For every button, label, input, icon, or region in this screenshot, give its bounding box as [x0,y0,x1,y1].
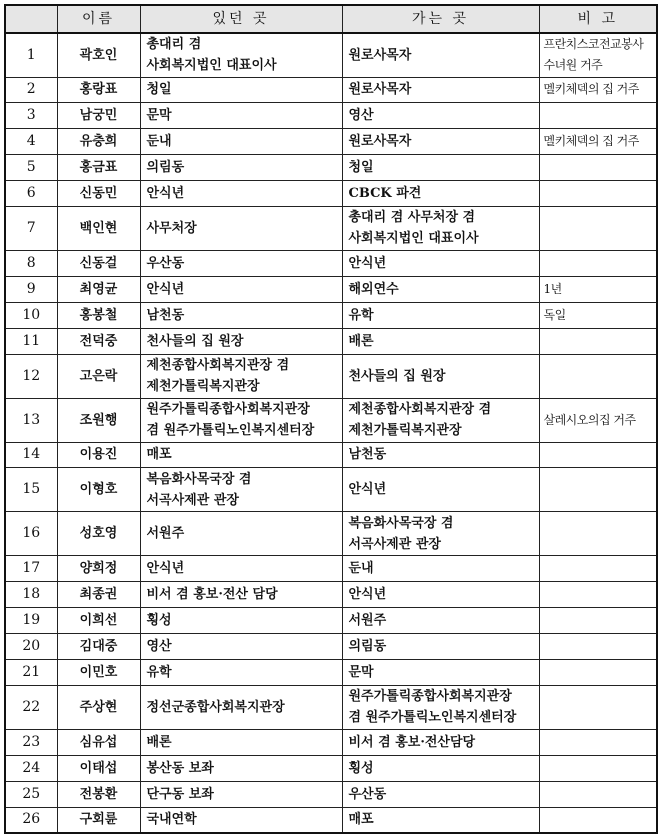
table-row [5,77,657,103]
previous-post-cell [140,398,342,442]
row-number: 23 [5,729,57,755]
new-post-cell [342,608,539,634]
priest-name: 이용진 [57,442,140,468]
priest-name: 전덕중 [57,328,140,354]
row-number: 17 [5,556,57,582]
table-row [5,781,657,807]
priest-name: 이태섭 [57,755,140,781]
previous-post-cell [140,250,342,276]
new-post-line: 배론 [348,333,374,349]
previous-post-cell [140,302,342,328]
previous-post-line: 원주가톨릭종합사회복지관장 [146,402,310,418]
remark-cell [539,398,657,442]
priest-name: 고은락 [57,354,140,398]
remark-line: 프란치스코전교봉사 [543,37,644,52]
remark-cell [539,206,657,250]
remark-cell [539,781,657,807]
priest-name: 성호영 [57,512,140,556]
new-post-cell [342,685,539,729]
new-post-line: 원주가톨릭종합사회복지관장 [348,689,512,705]
new-post-line: 안식년 [348,255,387,271]
remark-line: 수녀원 거주 [543,58,603,73]
row-number: 2 [5,77,57,103]
table-body [5,33,657,833]
priest-name: 홍봉철 [57,302,140,328]
new-post-line: 해외연수 [348,281,399,297]
priest-name: 조원행 [57,398,140,442]
row-number: 26 [5,807,57,833]
table-row [5,206,657,250]
remark-cell [539,659,657,685]
table-row [5,659,657,685]
previous-post-cell [140,181,342,207]
previous-post-line: 사회복지법인 대표이사 [146,58,277,74]
previous-post-line: 안식년 [146,561,185,577]
new-post-cell [342,442,539,468]
table-header [5,5,657,33]
new-post-line: 남천동 [348,447,387,463]
previous-post-line: 비서 겸 홍보·전산 담당 [146,587,278,603]
new-post-cell [342,512,539,556]
new-post-cell [342,155,539,181]
previous-post-line: 안식년 [146,186,185,201]
remark-cell [539,302,657,328]
previous-post-cell [140,33,342,77]
row-number: 3 [5,103,57,129]
previous-post-line: 국내연학 [146,812,197,828]
previous-post-line: 남천동 [146,307,185,323]
new-post-line: 의림동 [348,639,387,655]
previous-post-cell [140,77,342,103]
priest-name: 주상현 [57,685,140,729]
previous-post-cell [140,103,342,129]
remark-cell [539,512,657,556]
new-post-line: 매포 [348,812,374,828]
previous-post-cell [140,659,342,685]
new-post-cell [342,103,539,129]
previous-post-line: 복음화사목국장 겸 [146,471,252,487]
previous-post-line: 사무처장 [146,220,197,236]
new-post-cell [342,755,539,781]
new-post-cell [342,781,539,807]
previous-post-line: 우산동 [146,255,185,271]
previous-post-cell [140,276,342,302]
previous-post-line: 봉산동 보좌 [146,760,214,776]
priest-name: 신동걸 [57,250,140,276]
row-number: 1 [5,33,57,77]
previous-post-line: 문막 [146,108,172,124]
table-row [5,398,657,442]
table-row [5,155,657,181]
row-number: 13 [5,398,57,442]
row-number: 5 [5,155,57,181]
new-post-line: 둔내 [348,561,374,577]
previous-post-line: 안식년 [146,281,185,297]
table-row [5,442,657,468]
new-post-cell [342,556,539,582]
priest-name: 홍랑표 [57,77,140,103]
new-post-line: 안식년 [348,587,387,603]
previous-post-line: 영산 [146,639,172,655]
previous-post-cell [140,468,342,512]
priest-name: 곽호인 [57,33,140,77]
table-row [5,302,657,328]
assignment-table [4,4,658,834]
new-post-line: 원로사목자 [348,47,412,63]
priest-name: 남궁민 [57,103,140,129]
new-post-line: 제천가톨릭복지관장 [348,423,462,439]
table-row [5,328,657,354]
table-row [5,807,657,833]
previous-post-line: 제천가톨릭복지관장 [146,379,260,395]
previous-post-line: 의림동 [146,160,185,176]
priest-name: 양희정 [57,556,140,582]
previous-post-line: 서곡사제관 관장 [146,492,239,508]
previous-post-line: 정선군종합사회복지관장 [146,699,285,715]
remark-cell [539,276,657,302]
new-post-line: 우산동 [348,786,387,802]
row-number: 18 [5,582,57,608]
new-post-cell [342,129,539,155]
assignment-sheet [4,4,656,834]
new-post-line: 문막 [348,664,374,680]
new-post-cell [342,250,539,276]
previous-post-cell [140,442,342,468]
new-post-line: 복음화사목국장 겸 [348,515,454,531]
priest-name: 백인현 [57,206,140,250]
new-post-cell [342,659,539,685]
previous-post-line: 매포 [146,447,172,463]
remark-cell [539,250,657,276]
remark-cell [539,103,657,129]
remark-line: 독일 [543,307,566,322]
new-post-line: 횡성 [348,760,374,776]
previous-post-cell [140,634,342,660]
previous-post-cell [140,685,342,729]
header-from: 있던 곳 [140,5,342,33]
table-row [5,556,657,582]
new-post-line: 서곡사제관 관장 [348,536,441,552]
previous-post-cell [140,129,342,155]
row-number: 19 [5,608,57,634]
table-row [5,634,657,660]
table-row [5,33,657,77]
previous-post-cell [140,354,342,398]
row-number: 22 [5,685,57,729]
new-post-cell [342,302,539,328]
priest-name: 전봉환 [57,781,140,807]
remark-line: 1년 [543,281,562,296]
previous-post-cell [140,729,342,755]
previous-post-line: 총대리 겸 [146,37,202,53]
table-row [5,468,657,512]
remark-cell [539,685,657,729]
new-post-line: 안식년 [348,482,387,498]
remark-cell [539,634,657,660]
new-post-line: 제천종합사회복지관장 겸 [348,402,492,418]
new-post-cell [342,398,539,442]
header-name: 이름 [57,5,140,33]
previous-post-line: 청일 [146,82,172,98]
previous-post-cell [140,328,342,354]
new-post-line: 원로사목자 [348,134,412,150]
remark-cell [539,181,657,207]
remark-cell [539,328,657,354]
row-number: 24 [5,755,57,781]
table-row [5,512,657,556]
row-number: 6 [5,181,57,207]
priest-name: 구회륜 [57,807,140,833]
new-post-line: 청일 [348,160,374,176]
priest-name: 최종권 [57,582,140,608]
priest-name: 유충희 [57,129,140,155]
priest-name: 홍금표 [57,155,140,181]
header-note: 비 고 [539,5,657,33]
previous-post-line: 천사들의 집 원장 [146,333,244,349]
previous-post-line: 유학 [146,664,172,680]
previous-post-cell [140,556,342,582]
table-row [5,129,657,155]
remark-cell [539,556,657,582]
table-row [5,103,657,129]
new-post-cell [342,33,539,77]
previous-post-line: 서원주 [146,526,185,542]
table-row [5,685,657,729]
priest-name: 이민호 [57,659,140,685]
row-number: 4 [5,129,57,155]
remark-cell [539,129,657,155]
row-number: 14 [5,442,57,468]
remark-cell [539,77,657,103]
new-post-line: 천사들의 집 원장 [348,368,446,384]
new-post-cell [342,807,539,833]
previous-post-cell [140,755,342,781]
new-post-line: 총대리 겸 사무처장 겸 [348,210,476,226]
previous-post-line: 횡성 [146,613,172,629]
remark-cell [539,729,657,755]
priest-name: 최영균 [57,276,140,302]
previous-post-cell [140,155,342,181]
priest-name: 신동민 [57,181,140,207]
remark-cell [539,33,657,77]
row-number: 15 [5,468,57,512]
header-number [5,5,57,33]
previous-post-cell [140,206,342,250]
row-number: 16 [5,512,57,556]
row-number: 7 [5,206,57,250]
previous-post-line: 배론 [146,734,172,750]
row-number: 25 [5,781,57,807]
row-number: 20 [5,634,57,660]
new-post-cell [342,729,539,755]
priest-name: 이희선 [57,608,140,634]
table-row [5,582,657,608]
new-post-line: 비서 겸 홍보·전산담당 [348,734,476,750]
new-post-cell [342,328,539,354]
new-post-line: 겸 원주가톨릭노인복지센터장 [348,710,517,726]
table-row [5,354,657,398]
new-post-cell [342,206,539,250]
new-post-line: 원로사목자 [348,82,412,98]
row-number: 11 [5,328,57,354]
row-number: 9 [5,276,57,302]
previous-post-cell [140,512,342,556]
new-post-cell [342,181,539,207]
table-row [5,608,657,634]
header-row [5,5,657,33]
previous-post-line: 둔내 [146,134,172,150]
remark-cell [539,807,657,833]
row-number: 8 [5,250,57,276]
new-post-cell [342,77,539,103]
remark-line: 멜키체덱의 집 거주 [543,82,639,97]
table-row [5,755,657,781]
table-row [5,181,657,207]
remark-line: 살레시오의집 거주 [543,412,636,427]
previous-post-line: 단구동 보좌 [146,786,214,802]
previous-post-cell [140,807,342,833]
new-post-cell [342,276,539,302]
new-post-line: 사회복지법인 대표이사 [348,231,479,247]
priest-name: 이형호 [57,468,140,512]
table-row [5,250,657,276]
remark-cell [539,442,657,468]
remark-line: 멜키체덱의 집 거주 [543,134,639,149]
remark-cell [539,155,657,181]
table-row [5,276,657,302]
new-post-line: 영산 [348,108,374,124]
priest-name: 심유섭 [57,729,140,755]
remark-cell [539,755,657,781]
new-post-line: 유학 [348,307,374,323]
new-post-line: CBCK 파견 [348,186,422,201]
table-row [5,729,657,755]
row-number: 10 [5,302,57,328]
previous-post-cell [140,781,342,807]
row-number: 21 [5,659,57,685]
remark-cell [539,354,657,398]
new-post-line: 서원주 [348,613,387,629]
remark-cell [539,468,657,512]
new-post-cell [342,468,539,512]
remark-cell [539,582,657,608]
remark-cell [539,608,657,634]
previous-post-line: 제천종합사회복지관장 겸 [146,358,290,374]
new-post-cell [342,634,539,660]
new-post-cell [342,354,539,398]
new-post-cell [342,582,539,608]
header-to: 가는 곳 [342,5,539,33]
priest-name: 김대중 [57,634,140,660]
previous-post-line: 겸 원주가톨릭노인복지센터장 [146,423,315,439]
row-number: 12 [5,354,57,398]
previous-post-cell [140,608,342,634]
previous-post-cell [140,582,342,608]
